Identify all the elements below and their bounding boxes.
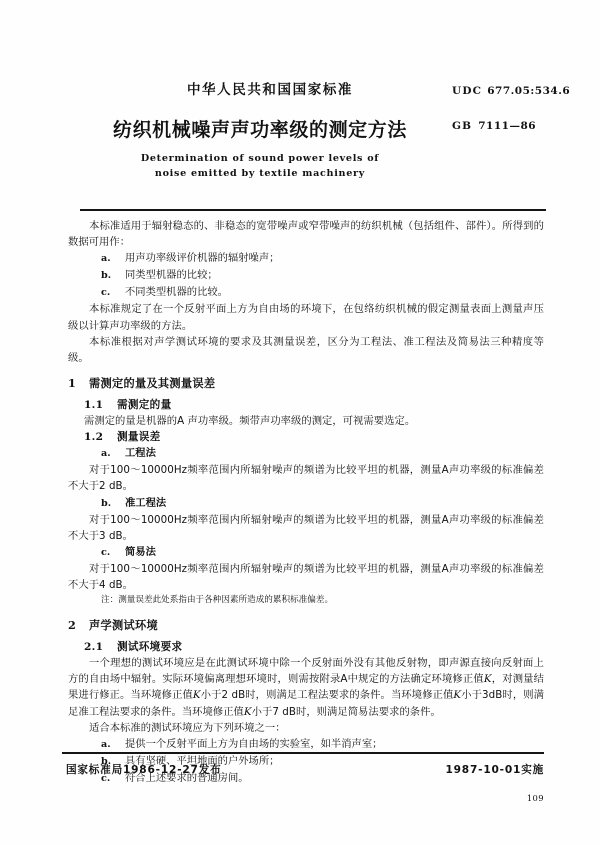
page-number: 109	[526, 793, 544, 803]
section-title: 声学测试环境	[89, 619, 158, 633]
section-number: 1	[68, 375, 77, 390]
footer-divider	[62, 752, 544, 754]
list-item-text: 同类型机器的比较；	[125, 269, 218, 282]
document-title-en	[100, 152, 420, 181]
section-title: 测试环境要求	[117, 641, 183, 654]
section-title: 测量误差	[117, 431, 161, 444]
list-item	[0, 284, 600, 301]
list-item-text: 符合上述要求的普通房间。	[125, 771, 249, 784]
subsection-heading-a	[0, 445, 600, 462]
section-2-1-paragraph-1	[0, 655, 600, 719]
list-item	[0, 736, 600, 753]
header-divider	[80, 209, 546, 211]
document-title-en-line2: noise emitted by textile machinery	[154, 167, 366, 179]
list-item	[0, 250, 600, 267]
list-item-text: 不同类型机器的比较。	[125, 286, 228, 299]
section-heading-1-1	[0, 397, 600, 413]
udc-code	[452, 85, 570, 97]
subsection-marker: b.	[101, 497, 112, 509]
list-marker: c.	[101, 287, 111, 299]
subsection-marker: c.	[101, 546, 111, 558]
list-item-text: 提供一个反射平面上方为自由场的实验室，如半消声室；	[125, 737, 383, 750]
section-number: 2	[68, 618, 77, 633]
section-title: 需测定的量	[117, 398, 172, 411]
effective-date: 1987-10-01实施	[445, 764, 544, 776]
subsection-heading-b	[0, 495, 600, 512]
s21-text-a: 一个理想的测试环境应是在此测试环境中除一个反射面外没有其他反射物，即声源直接向反射面上方的自由场中辐射。实际环境偏离理想环境时，则需按附录A中规定的方法确定环境修正值	[68, 657, 544, 686]
section-1-note: 注：测量误差此处系指由于各种因素所造成的累积标准偏差。	[101, 595, 334, 606]
gb-value: 7111—86	[478, 120, 537, 132]
list-marker: b.	[101, 270, 112, 282]
scope-paragraph-3: 本标准根据对声学测试环境的要求及其测量误差，区分为工程法、准工程法及简易法三种精度等级。	[68, 335, 544, 364]
s21-text-b: ，对测量结果进行修正。当环境修正值	[68, 673, 544, 702]
section-2-1-paragraph-2: 适合本标准的测试环境应为下列环境之一：	[89, 721, 286, 734]
list-item-text: 用声功率级评价机器的辐射噪声；	[125, 252, 280, 265]
section-heading-1	[0, 375, 600, 392]
s21-text-c: 小于2 dB时，则满足工程法要求的条件。当环境修正值	[200, 689, 454, 702]
subsection-title: 准工程法	[125, 496, 167, 509]
udc-label: UDC	[452, 85, 483, 97]
subsection-marker: a.	[101, 448, 111, 460]
list-item-text: 具有坚硬、平坦地面的户外场所；	[125, 754, 280, 767]
document-title-en-line1: Determination of sound power levels of	[140, 153, 380, 164]
s21-symbol-k-1: K	[483, 673, 492, 686]
subsection-title: 简易法	[125, 545, 156, 558]
section-heading-2	[0, 617, 600, 634]
issue-date: 国家标准局1986-12-27发布	[66, 764, 222, 776]
document-title-cn: 纺织机械噪声声功率级的测定方法	[112, 119, 407, 141]
list-marker: c.	[101, 772, 111, 784]
s21-symbol-k-3: K	[453, 689, 462, 702]
section-number: 1.1	[84, 398, 104, 411]
list-marker: a.	[101, 253, 111, 265]
standard-number	[452, 120, 536, 132]
national-standard-label: 中华人民共和国国家标准	[186, 82, 354, 98]
section-1-1-paragraph: 需测定的量是机器的A 声功率级。频带声功率级的测定，可视需要选定。	[84, 415, 416, 428]
document-body	[0, 218, 600, 787]
list-marker: a.	[101, 738, 111, 750]
section-number: 1.2	[84, 431, 104, 444]
section-title: 需测定的量及其测量误差	[89, 376, 216, 390]
subsection-heading-c	[0, 544, 600, 561]
section-heading-1-2	[0, 429, 600, 445]
gb-label: GB	[452, 120, 473, 132]
subsection-title: 工程法	[125, 447, 156, 460]
s21-text-d: 小于3dB时，则满足准工程法要求的条件。当环境修正值	[68, 689, 544, 718]
list-marker: b.	[101, 755, 112, 767]
section-1-2-b-paragraph: 对于100～10000Hz频率范围内所辐射噪声的频谱为比较平坦的机器，测量A声功率级的标准偏差不大于3 dB。	[68, 513, 544, 542]
s21-text-e: 小于7 dB时，则满足简易法要求的条件。	[251, 705, 441, 718]
section-1-2-a-paragraph: 对于100～10000Hz频率范围内所辐射噪声的频谱为比较平坦的机器，测量A声功率级的标准偏差不大于2 dB。	[68, 464, 544, 493]
masthead	[0, 0, 600, 196]
scope-paragraph-1: 本标准适用于辐射稳态的、非稳态的宽带噪声或窄带噪声的纺织机械（包括组件、部件）。所得到的数据可用作：	[68, 220, 544, 249]
list-item	[0, 267, 600, 284]
scope-paragraph-2: 本标准规定了在一个反射平面上方为自由场的环境下，在包络纺织机械的假定测量表面上测量声压级以计算声功率级的方法。	[68, 303, 544, 332]
section-1-2-c-paragraph: 对于100～10000Hz频率范围内所辐射噪声的频谱为比较平坦的机器，测量A声功率级的标准偏差不大于4 dB。	[68, 562, 544, 591]
udc-value: 677.05:534.6	[487, 85, 571, 97]
s21-symbol-k-2: K	[192, 689, 201, 702]
section-heading-2-1	[0, 639, 600, 655]
section-number: 2.1	[84, 641, 104, 654]
s21-symbol-k-4: K	[243, 705, 252, 718]
